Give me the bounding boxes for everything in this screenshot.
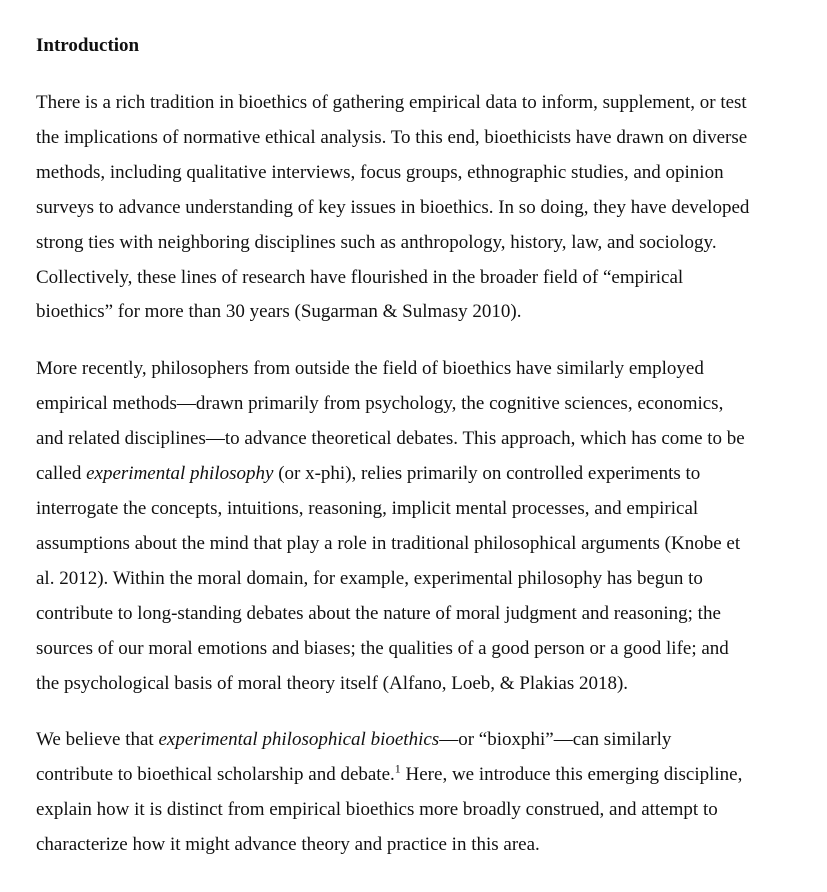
paragraph-3 <box>36 723 816 863</box>
p2-line-1: More recently, philosophers from outside the field of bioethics have similarly employed <box>36 358 704 380</box>
p2-line-8: contribute to long-standing debates about the nature of moral judgment and reasoning; the <box>36 602 721 624</box>
p2-line-2: empirical methods—drawn primarily from psychology, the cognitive sciences, economics, <box>36 393 724 415</box>
p2-line-10: the psychological basis of moral theory itself (Alfano, Loeb, & Plakias 2018). <box>36 672 629 694</box>
p1-line-4: surveys to advance understanding of key issues in bioethics. In so doing, they have developed <box>36 196 750 218</box>
p3-line-2-end: Here, we introduce this emerging discipline, <box>400 764 743 786</box>
p1-line-7: bioethics” for more than 30 years (Sugarman & Sulmasy 2010). <box>36 301 522 323</box>
p2-line-3: and related disciplines—to advance theoretical debates. This approach, which has come to be <box>36 428 745 450</box>
p2-line-4-start: called <box>36 463 87 485</box>
paragraph-1 <box>36 86 816 330</box>
paragraph-2 <box>36 352 816 701</box>
p1-line-1: There is a rich tradition in bioethics of gathering empirical data to inform, supplement, or test <box>36 92 747 113</box>
p2-line-9: sources of our moral emotions and biases; the qualities of a good person or a good life; and <box>36 637 729 659</box>
p2-line-4 <box>36 457 816 492</box>
p1-line-5: strong ties with neighboring disciplines such as anthropology, history, law, and sociology. <box>36 231 717 253</box>
p2-line-7: al. 2012). Within the moral domain, for example, experimental philosophy has begun to <box>36 567 703 589</box>
p3-line-1-start: We believe that <box>36 729 159 751</box>
section-heading: Introduction <box>36 35 140 56</box>
p1-line-3: methods, including qualitative interviews, focus groups, ethnographic studies, and opinion <box>36 161 724 183</box>
p3-line-1-end: —or “bioxphi”—can similarly <box>439 729 672 751</box>
p2-line-4-end: (or x-phi), relies primarily on controlled experiments to <box>273 463 701 485</box>
p3-line-3: explain how it is distinct from empirical bioethics more broadly construed, and attempt to <box>36 799 718 821</box>
term-experimental-philosophical-bioethics: experimental philosophical bioethics <box>158 729 440 751</box>
document-page <box>36 34 816 885</box>
p1-line-6: Collectively, these lines of research have flourished in the broader field of “empirical <box>36 266 684 288</box>
p3-line-2-start: contribute to bioethical scholarship and debate. <box>36 764 395 786</box>
footnote-marker[interactable]: 1 <box>394 761 401 776</box>
p3-line-1 <box>36 723 816 758</box>
p3-line-4: characterize how it might advance theory and practice in this area. <box>36 834 540 856</box>
p3-line-2 <box>36 758 816 793</box>
p1-line-2: the implications of normative ethical analysis. To this end, bioethicists have drawn on diverse <box>36 126 748 148</box>
p2-line-6: assumptions about the mind that play a role in traditional philosophical arguments (Knobe et <box>36 532 741 554</box>
term-experimental-philosophy: experimental philosophy <box>86 463 274 485</box>
p2-line-5: interrogate the concepts, intuitions, reasoning, implicit mental processes, and empirical <box>36 497 699 519</box>
